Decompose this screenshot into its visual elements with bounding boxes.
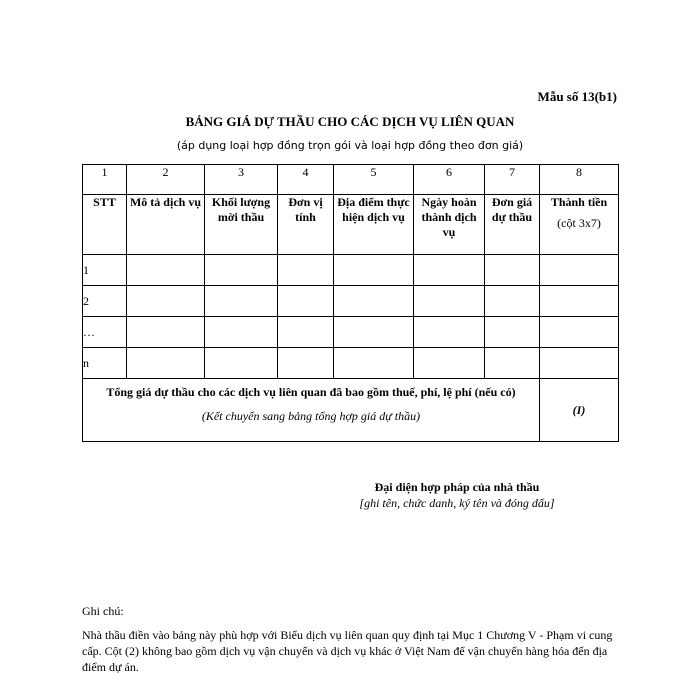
table-cell — [485, 286, 540, 317]
row-number: 2 — [83, 286, 127, 317]
total-row — [83, 379, 619, 442]
table-cell — [540, 286, 619, 317]
notes-heading: Ghi chú: — [82, 604, 124, 618]
column-number: 8 — [540, 165, 619, 195]
bid-price-table — [82, 164, 619, 442]
column-number-row — [83, 165, 619, 195]
table-cell — [414, 255, 485, 286]
total-value: (I) — [540, 379, 619, 442]
table-cell — [127, 255, 205, 286]
table-cell — [205, 348, 278, 379]
column-header-note: (cột 3x7) — [557, 216, 601, 230]
table-cell — [278, 255, 334, 286]
signature-title: Đại diện hợp pháp của nhà thầu — [374, 480, 540, 494]
document-subtitle: (áp dụng loại hợp đồng trọn gói và loại hợp đồng theo đơn giá) — [176, 139, 524, 152]
table-cell — [414, 286, 485, 317]
column-header: Thành tiền — [550, 195, 608, 209]
table-cell — [485, 317, 540, 348]
table-cell — [278, 286, 334, 317]
total-note: (Kết chuyển sang bảng tổng hợp giá dự thầu) — [201, 409, 421, 423]
table-row — [83, 286, 619, 317]
row-number: n — [83, 348, 127, 379]
column-header: Khối lượng mời thầu — [205, 195, 278, 255]
column-number: 2 — [127, 165, 205, 195]
table-row — [83, 317, 619, 348]
column-number: 6 — [414, 165, 485, 195]
table-cell — [205, 255, 278, 286]
table-cell — [127, 348, 205, 379]
column-header-total — [540, 195, 619, 255]
row-number: 1 — [83, 255, 127, 286]
table-cell — [278, 317, 334, 348]
table-cell — [334, 255, 414, 286]
table-row — [83, 348, 619, 379]
signature-block — [352, 480, 562, 511]
column-header: Ngày hoàn thành dịch vụ — [414, 195, 485, 255]
table-cell — [414, 348, 485, 379]
table-cell — [485, 348, 540, 379]
table-cell — [540, 348, 619, 379]
column-header: Đơn vị tính — [278, 195, 334, 255]
column-header: Mô tả dịch vụ — [127, 195, 205, 255]
table-cell — [334, 286, 414, 317]
table-cell — [540, 317, 619, 348]
table-cell — [127, 286, 205, 317]
row-number: … — [83, 317, 127, 348]
table-cell — [205, 286, 278, 317]
column-header: Địa điểm thực hiện dịch vụ — [334, 195, 414, 255]
notes-body: Nhà thầu điền vào bảng này phù hợp với Biểu dịch vụ liên quan quy định tại Mục 1 Chương V - Phạm vi cung cấp. Cột (2) không bao gồm dịch vụ vận chuyển và dịch vụ khác ở Việt Nam để vận chuyển hàng hóa đến địa điểm dự án. — [82, 628, 613, 674]
table-cell — [127, 317, 205, 348]
column-header: Đơn giá dự thầu — [485, 195, 540, 255]
column-header: STT — [83, 195, 127, 255]
document-title: BẢNG GIÁ DỰ THẦU CHO CÁC DỊCH VỤ LIÊN QUAN — [185, 114, 515, 129]
column-number: 7 — [485, 165, 540, 195]
form-number: Mẫu số 13(b1) — [537, 89, 617, 104]
table-row — [83, 255, 619, 286]
table-cell — [278, 348, 334, 379]
signature-note: [ghi tên, chức danh, ký tên và đóng dấu] — [359, 496, 555, 510]
column-number: 1 — [83, 165, 127, 195]
column-number: 5 — [334, 165, 414, 195]
total-label: Tổng giá dự thầu cho các dịch vụ liên quan đã bao gồm thuế, phí, lệ phí (nếu có) — [106, 385, 516, 399]
table-cell — [334, 348, 414, 379]
table-cell — [485, 255, 540, 286]
total-description — [83, 379, 540, 442]
column-header-row — [83, 195, 619, 255]
table-cell — [334, 317, 414, 348]
column-number: 3 — [205, 165, 278, 195]
column-number: 4 — [278, 165, 334, 195]
table-cell — [540, 255, 619, 286]
table-cell — [205, 317, 278, 348]
table-cell — [414, 317, 485, 348]
